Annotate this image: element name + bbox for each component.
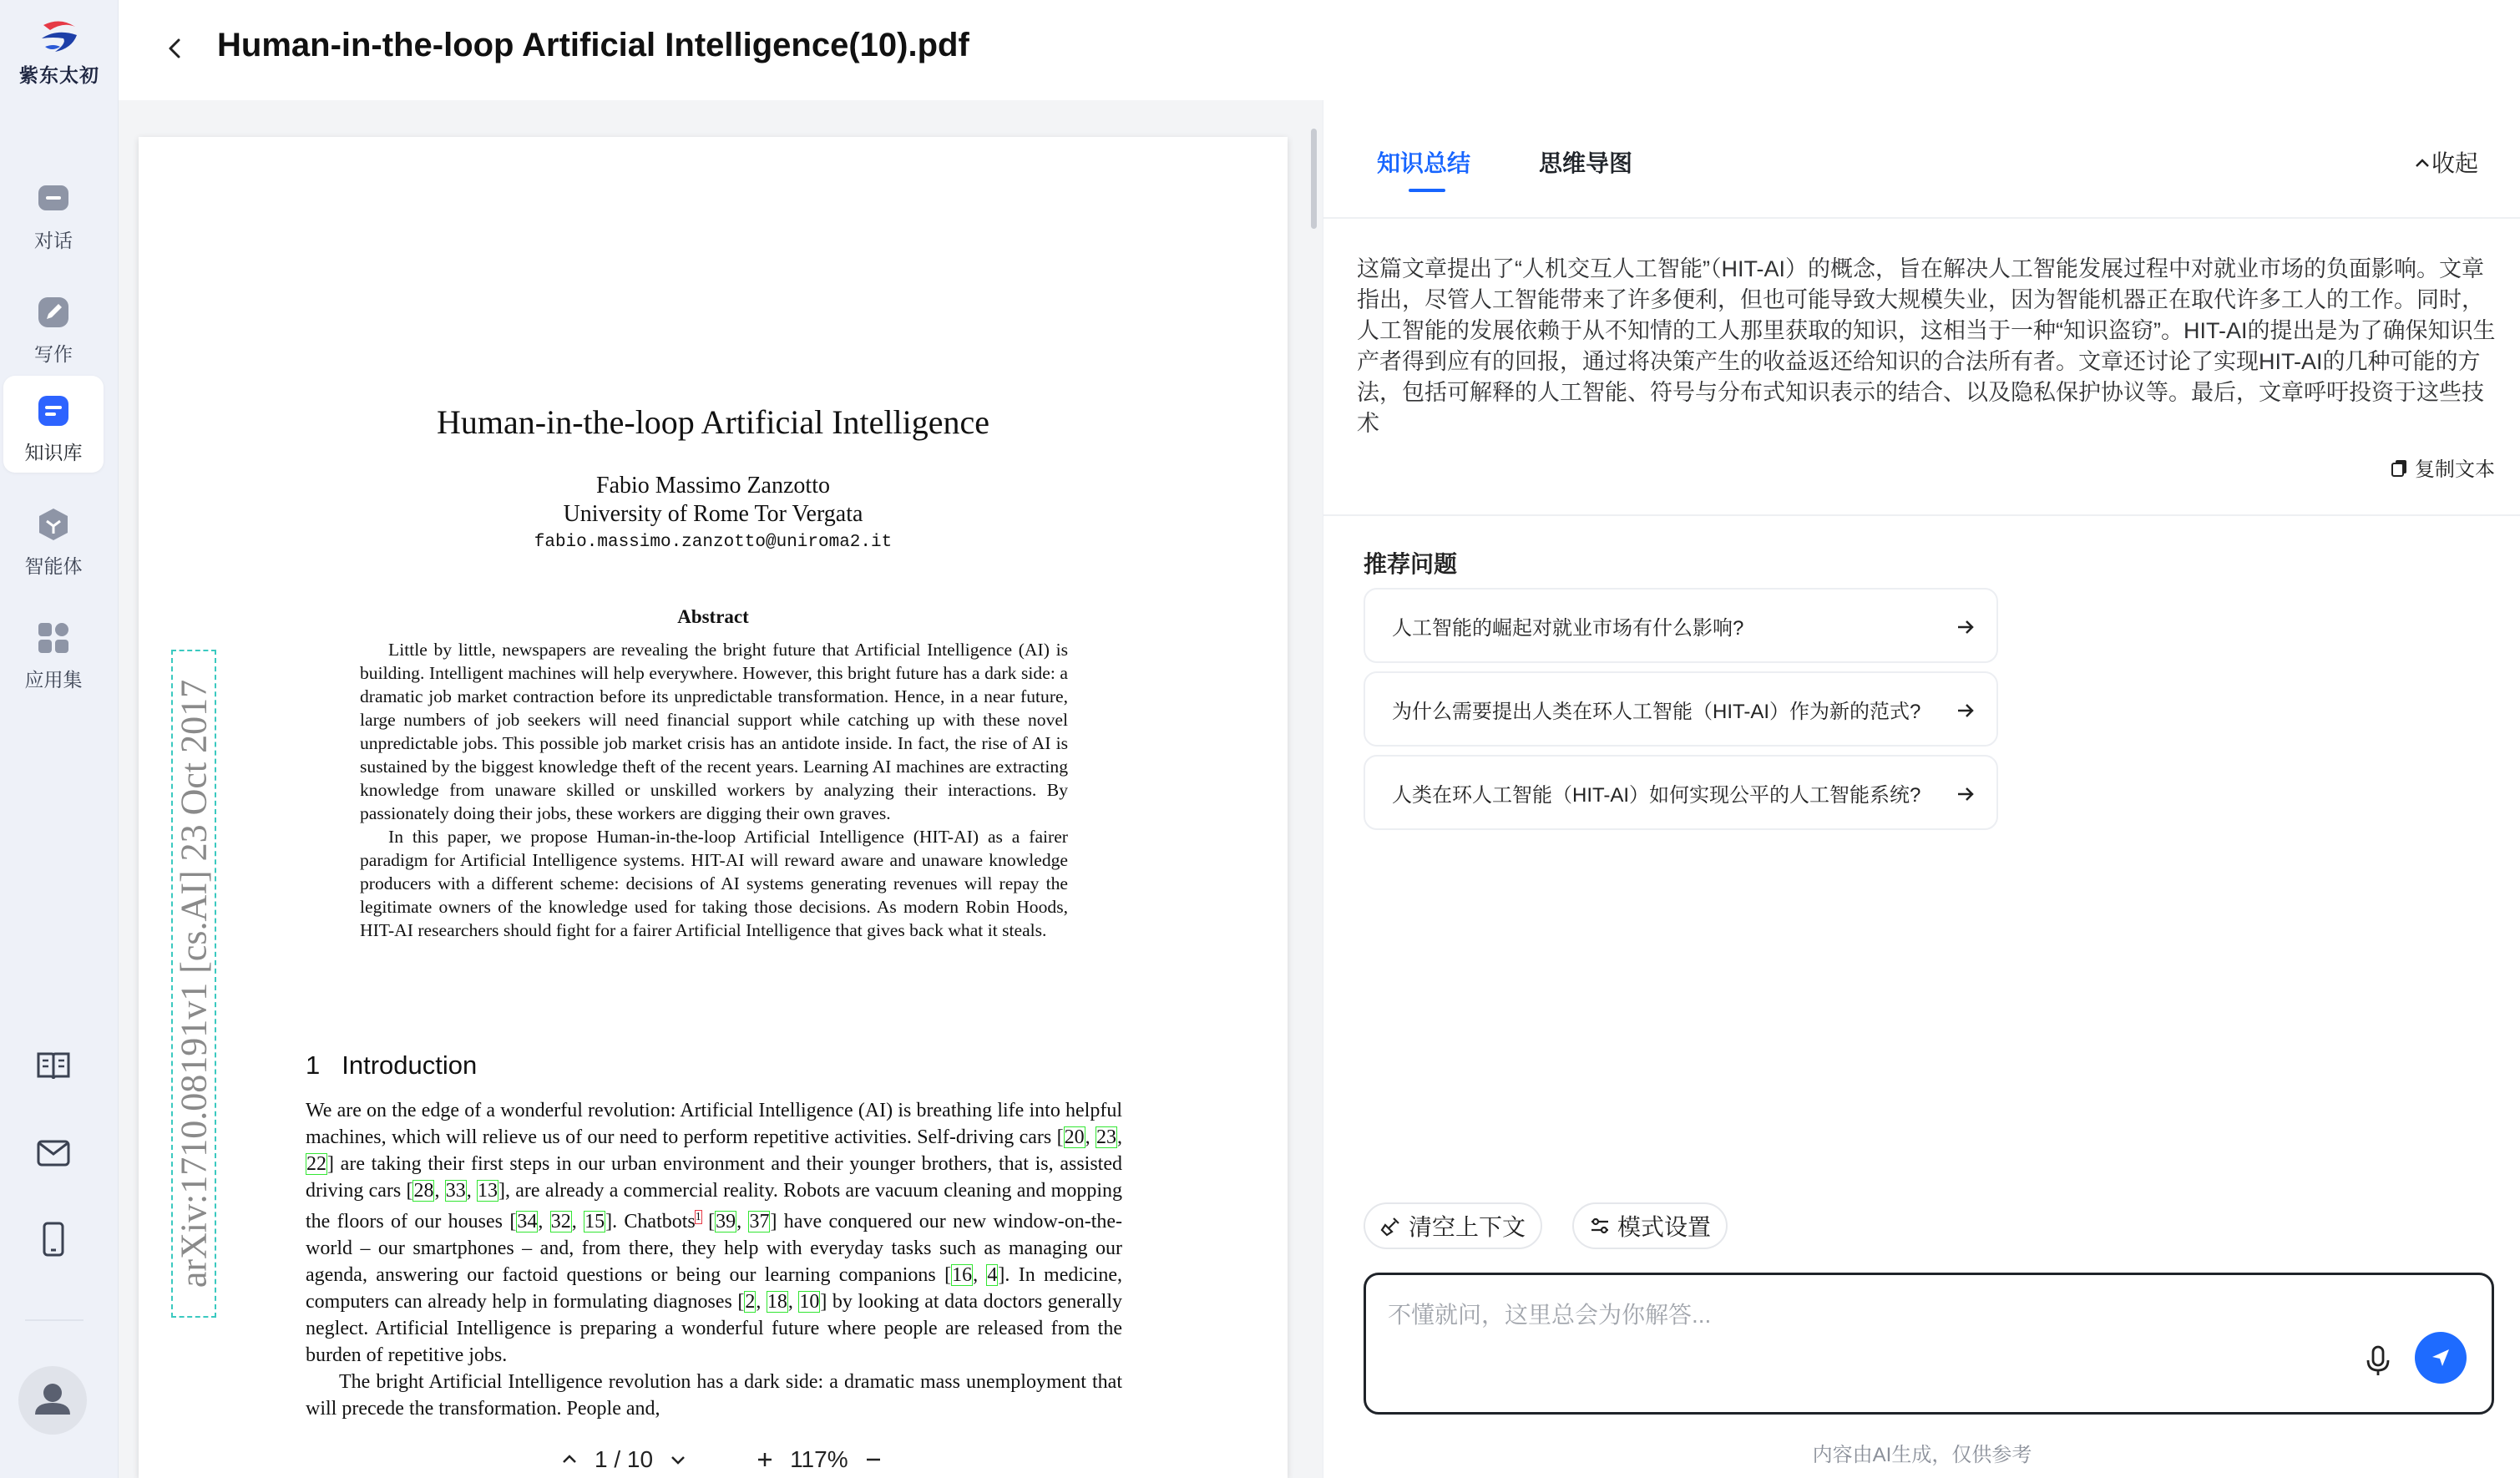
abstract-paragraph: Little by little, newspapers are revealing the bright future that Artificial Intelligence (AI) is building. Intelligent machines will help everywhere. However, this bright future has a dark side: a dramatic job market contraction before its unpredictable transformation. Hence, in a near future, large numbers of job seekers will need financial support while catching up with these novel unpredictable jobs. This possible job market crisis has an antidote inside. In fact, the rise of AI is sustained by the biggest knowledge theft of the recent years. Learning AI machines are extracting knowledge from unaware skilled or unskilled workers by analyzing their interactions. By passionately doing their jobs, these workers are digging their own graves. <box>360 640 1068 823</box>
pen-icon <box>35 294 72 331</box>
footnote-link[interactable]: 1 <box>695 1211 701 1223</box>
nav-label: 应用集 <box>24 669 83 691</box>
section-number: 1 <box>306 1050 321 1080</box>
abstract-body <box>360 638 1068 942</box>
citation-link[interactable]: 39 <box>716 1211 736 1233</box>
citation-link[interactable]: 15 <box>584 1211 605 1233</box>
nav-item-apps[interactable] <box>3 603 104 700</box>
text-run: ] are taking their first steps in our urban environment and their younger brothers, that is, assisted driving cars [ <box>306 1153 1122 1202</box>
intro-paragraph: The bright Artificial Intelligence revolution has a dark side: a dramatic mass unemployment that will precede the transformation. People and, <box>306 1371 1122 1420</box>
citation-link[interactable]: 28 <box>413 1180 434 1202</box>
clear-context-button[interactable] <box>1364 1202 1542 1249</box>
zoom-out-button[interactable] <box>855 1441 892 1478</box>
chat-input[interactable] <box>1388 1297 2348 1347</box>
divider <box>1323 217 2520 219</box>
summary-text: 这篇文章提出了“人机交互人工智能”（HIT-AI）的概念，旨在解决人工智能发展过程中对就业市场的负面影响。文章指出，尽管人工智能带来了许多便利，但也可能导致大规模失业，因为智能机器正在取代许多工人的工作。同时，人工智能的发展依赖于从不知情的工人那里获取的知识，这相当于一种“知识盗窃”。HIT-AI的提出是为了确保知识生产者得到应有的回报，通过将决策产生的收益返还给知识的合法所有者。文章还讨论了实现HIT-AI的几种可能的方法，包括可解释的人工智能、符号与分布式知识表示的结合、以及隐私保护协议等。最后，文章呼吁投资于这些技术 <box>1357 256 2496 436</box>
arrow-right-icon <box>1955 700 1976 721</box>
nav-item-knowledge-base[interactable] <box>3 376 104 473</box>
divider <box>1323 514 2520 516</box>
prev-page-button[interactable] <box>551 1441 588 1478</box>
question-text: 人类在环人工智能（HIT-AI）如何实现公平的人工智能系统? <box>1392 783 1921 807</box>
chevron-up-icon <box>559 1450 579 1470</box>
suggested-question[interactable] <box>1364 755 1998 830</box>
nav-divider <box>25 1319 83 1321</box>
arrow-right-icon <box>1955 616 1976 638</box>
citation-link[interactable]: 34 <box>517 1211 538 1233</box>
text-run: We are on the edge of a wonderful revolution: Artificial Intelligence (AI) is breathing life into helpful machines, which will relieve us of our need to perform repetitive activities. Self-driving cars [ <box>306 1100 1122 1148</box>
next-page-button[interactable] <box>660 1441 696 1478</box>
text-run: ]. In medicine, computers can already help in formulating diagnoses [ <box>306 1264 1123 1313</box>
nav-item-writing[interactable] <box>3 277 104 374</box>
suggested-question[interactable] <box>1364 588 1998 663</box>
knowledge-panel <box>1323 100 2520 1478</box>
citation-link[interactable]: 4 <box>987 1264 998 1286</box>
tab-mind-map[interactable]: 思维导图 <box>1539 150 1633 176</box>
citation-link[interactable]: 23 <box>1096 1126 1116 1148</box>
nav-label: 写作 <box>34 343 73 365</box>
mobile-icon[interactable] <box>30 1216 77 1263</box>
avatar[interactable] <box>18 1366 87 1435</box>
abstract-heading: Abstract <box>677 606 749 627</box>
citation-link[interactable]: 37 <box>749 1211 770 1233</box>
back-arrow-icon[interactable] <box>159 32 192 65</box>
citation-link[interactable]: 2 <box>745 1291 756 1313</box>
header <box>119 0 2520 100</box>
intro-paragraph: We are on the edge of a wonderful revolution: Artificial Intelligence (AI) is breathing life into helpful machines, which will relieve us of our need to perform repetitive activities. Self-driving cars [20, 23, 22] are taking their first steps in our urban environment and their younger brothers, that is, assisted driving cars [28, 33, 13], are already a commercial reality. Robots are vacuum cleaning and mopping the floors of our houses [34, 32, 15]. Chatbots$^1$ [39, 37] have conquered our new window-on-the-world – our smartphones – and, from there, they help with everyday tasks such as managing our agenda, answering our factoid questions or being our learning companions [16, 4]. In medicine, computers can already help in formulating diagnoses [2, 18, 10] by looking at data doctors generally neglect. Artificial Intelligence is preparing a wonderful future where people are released from the burden of repetitive jobs. <box>306 1100 1123 1366</box>
logo-icon <box>38 18 80 55</box>
broom-icon <box>1380 1215 1402 1237</box>
nav-item-agent[interactable] <box>3 489 104 586</box>
citation-link[interactable]: 22 <box>306 1153 326 1175</box>
pdf-toolbar <box>551 1440 1069 1478</box>
mail-icon[interactable] <box>30 1129 77 1176</box>
pdf-scrollbar[interactable] <box>1311 129 1317 229</box>
nav-label: 对话 <box>34 230 73 251</box>
send-button[interactable] <box>2415 1332 2467 1384</box>
citation-link[interactable]: 20 <box>1064 1126 1085 1148</box>
brand-logo[interactable] <box>12 18 107 102</box>
book-icon[interactable] <box>30 1042 77 1089</box>
text-run: [ <box>701 1211 716 1233</box>
citation-link[interactable]: 32 <box>550 1211 571 1233</box>
user-icon <box>18 1366 87 1435</box>
abstract-paragraph: In this paper, we propose Human-in-the-loop Artificial Intelligence (HIT-AI) as a fairer paradigm for Artificial Intelligence systems. HIT-AI will reward aware and unaware knowledge producers with a different scheme: decisions of AI systems generating revenues will repay the legitimate owners of the knowledge used for taking those decisions. As modern Robin Hoods, HIT-AI researchers should fight for a fairer Artificial Intelligence that gives back what it steals. <box>360 827 1068 940</box>
mode-settings-button[interactable] <box>1572 1202 1728 1249</box>
minus-icon <box>863 1450 883 1470</box>
question-text: 为什么需要提出人类在环人工智能（HIT-AI）作为新的范式? <box>1392 700 1921 723</box>
left-nav <box>0 0 119 1478</box>
citation-link[interactable]: 33 <box>445 1180 466 1202</box>
section-heading <box>306 1050 477 1081</box>
apps-icon <box>35 620 72 656</box>
microphone-icon[interactable] <box>2360 1342 2396 1379</box>
nav-label: 智能体 <box>24 555 83 577</box>
page-indicator: 1 / 10 <box>595 1446 654 1472</box>
text-run: ] have conquered our new window-on-the-world – our smartphones – and, from there, they help with everyday tasks such as managing our agenda, answering our factoid questions or being our learning companions [ <box>306 1211 1123 1286</box>
zoom-level: 117% <box>790 1446 848 1472</box>
text-run: ], are already a commercial reality. Robots are vacuum cleaning and mopping the floors of our houses [ <box>306 1180 1123 1233</box>
arxiv-stamp <box>171 650 216 1318</box>
nav-label: 知识库 <box>24 442 83 463</box>
brand-name: 紫东太初 <box>19 64 99 86</box>
chevron-up-icon <box>2413 154 2431 173</box>
citation-link[interactable]: 18 <box>767 1291 787 1313</box>
mode-settings-label: 模式设置 <box>1617 1214 1712 1240</box>
clear-context-label: 清空上下文 <box>1409 1214 1526 1240</box>
paper-affiliation: University of Rome Tor Vergata <box>563 501 863 527</box>
paper-email: fabio.massimo.zanzotto@uniroma2.it <box>534 533 893 552</box>
citation-link[interactable]: 13 <box>478 1180 498 1202</box>
agent-icon <box>35 506 72 543</box>
arxiv-stamp-text: arXiv:1710.08191v1 [cs.AI] 23 Oct 2017 <box>173 679 215 1288</box>
question-text: 人工智能的崛起对就业市场有什么影响? <box>1392 616 1744 640</box>
citation-link[interactable]: 10 <box>799 1291 820 1313</box>
copy-text-button[interactable] <box>2390 453 2495 482</box>
recommended-questions-title: 推荐问题 <box>1364 551 1458 577</box>
active-tab-indicator <box>1409 189 1445 192</box>
page-title: Human-in-the-loop Artificial Intelligence(10).pdf <box>217 27 969 63</box>
sliders-icon <box>1589 1215 1611 1237</box>
send-icon <box>2428 1345 2453 1370</box>
copy-icon <box>2390 458 2410 478</box>
text-run: ]. Chatbots <box>605 1211 696 1233</box>
chevron-down-icon <box>668 1450 688 1470</box>
pdf-viewer <box>119 100 1323 1478</box>
pdf-page <box>139 137 1288 1478</box>
paper-author: Fabio Massimo Zanzotto <box>596 473 830 499</box>
suggested-question[interactable] <box>1364 671 1998 747</box>
collapse-button[interactable] <box>2413 145 2478 179</box>
ai-disclaimer: 内容由AI生成，仅供参考 <box>1812 1444 2032 1466</box>
collapse-label: 收起 <box>2431 150 2478 176</box>
plus-icon <box>755 1450 775 1470</box>
nav-item-chat[interactable] <box>3 164 104 261</box>
arrow-right-icon <box>1955 783 1976 805</box>
chat-icon <box>35 180 72 217</box>
knowledge-base-icon <box>35 392 72 429</box>
chat-input-box <box>1364 1273 2494 1415</box>
citation-link[interactable]: 16 <box>952 1264 973 1286</box>
paper-title: Human-in-the-loop Artificial Intelligence <box>437 403 989 441</box>
section-title: Introduction <box>342 1050 478 1080</box>
tab-knowledge-summary[interactable]: 知识总结 <box>1377 150 1471 176</box>
zoom-in-button[interactable] <box>746 1441 783 1478</box>
intro-body <box>306 1097 1122 1422</box>
text-run: ] by looking at data doctors generally neglect. Artificial Intelligence is preparing a wonderful future where people are released from the burden of repetitive jobs. <box>306 1291 1123 1366</box>
copy-label: 复制文本 <box>2415 458 2495 481</box>
